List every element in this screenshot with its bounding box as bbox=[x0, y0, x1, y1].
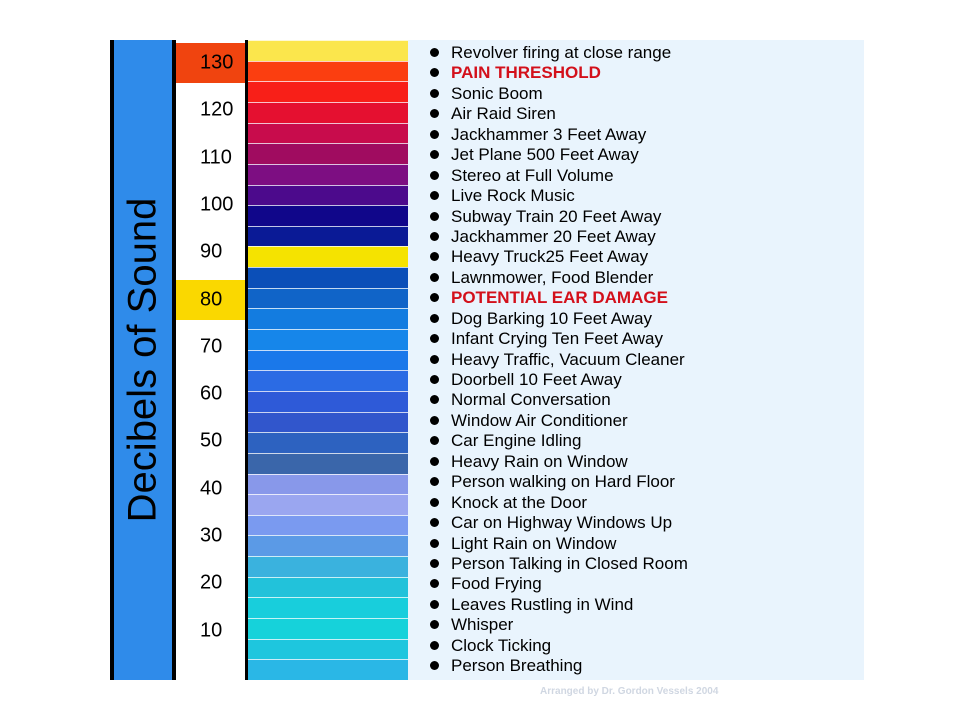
sound-source-label: Car Engine Idling bbox=[451, 431, 582, 451]
sound-source-label: Person walking on Hard Floor bbox=[451, 472, 675, 492]
sound-source-label: Revolver firing at close range bbox=[451, 43, 672, 62]
bullet-icon bbox=[430, 171, 439, 180]
sound-source-item bbox=[430, 207, 688, 227]
sound-source-item bbox=[430, 493, 688, 513]
color-band bbox=[248, 123, 408, 144]
sound-source-item bbox=[430, 574, 688, 594]
sound-source-label: Jet Plane 500 Feet Away bbox=[451, 145, 639, 165]
bullet-icon bbox=[430, 539, 439, 548]
bullet-icon bbox=[430, 252, 439, 261]
sound-source-item bbox=[430, 390, 688, 410]
bullet-icon bbox=[430, 293, 439, 302]
sound-source-item bbox=[430, 431, 688, 451]
vertical-title-bar bbox=[110, 40, 172, 680]
sound-source-item bbox=[430, 595, 688, 615]
sound-source-label: Dog Barking 10 Feet Away bbox=[451, 308, 652, 328]
decibel-value: 10 bbox=[200, 619, 223, 642]
sound-source-label: Window Air Conditioner bbox=[451, 410, 628, 430]
sound-source-label: Leaves Rustling in Wind bbox=[451, 594, 634, 614]
sound-source-item bbox=[430, 268, 688, 288]
sound-source-item bbox=[430, 350, 688, 370]
bullet-icon bbox=[430, 620, 439, 629]
bullet-icon bbox=[430, 457, 439, 466]
bullet-icon bbox=[430, 416, 439, 425]
sound-source-item bbox=[430, 125, 688, 145]
bullet-icon bbox=[430, 375, 439, 384]
bullet-icon bbox=[430, 89, 439, 98]
sound-source-label: Sonic Boom bbox=[451, 83, 543, 103]
decibel-value: 70 bbox=[200, 335, 223, 358]
bullet-icon bbox=[430, 150, 439, 159]
color-band bbox=[248, 143, 408, 164]
decibel-value: 50 bbox=[200, 429, 223, 452]
decibel-value: 40 bbox=[200, 477, 223, 500]
bullet-icon bbox=[430, 498, 439, 507]
sound-source-label: POTENTIAL EAR DAMAGE bbox=[451, 288, 668, 308]
sound-source-label: Person Talking in Closed Room bbox=[451, 553, 688, 573]
bullet-icon bbox=[430, 273, 439, 282]
sound-source-label: Light Rain on Window bbox=[451, 533, 617, 553]
color-band bbox=[248, 474, 408, 495]
color-band bbox=[248, 597, 408, 618]
bullet-icon bbox=[430, 355, 439, 364]
decibel-value: 30 bbox=[200, 524, 223, 547]
sound-source-item bbox=[430, 636, 688, 656]
bullet-icon bbox=[430, 436, 439, 445]
sound-source-label: Lawnmower, Food Blender bbox=[451, 267, 654, 287]
sound-source-label: Infant Crying Ten Feet Away bbox=[451, 329, 663, 349]
color-band bbox=[248, 618, 408, 639]
color-band bbox=[248, 329, 408, 350]
color-band bbox=[248, 556, 408, 577]
sound-source-label: PAIN THRESHOLD bbox=[451, 63, 601, 83]
color-band bbox=[248, 515, 408, 536]
bullet-icon bbox=[430, 68, 439, 77]
credit-text: Arranged by Dr. Gordon Vessels 2004 bbox=[540, 686, 719, 697]
sound-source-item bbox=[430, 452, 688, 472]
color-band bbox=[248, 102, 408, 123]
sound-source-label: Car on Highway Windows Up bbox=[451, 513, 673, 533]
sound-source-label: Live Rock Music bbox=[451, 186, 575, 206]
bullet-icon bbox=[430, 191, 439, 200]
sound-source-label: Stereo at Full Volume bbox=[451, 165, 614, 185]
decibel-value: 20 bbox=[200, 571, 223, 594]
bullet-icon bbox=[430, 641, 439, 650]
color-band bbox=[248, 494, 408, 515]
sound-source-label: Subway Train 20 Feet Away bbox=[451, 206, 662, 226]
color-band bbox=[248, 61, 408, 82]
color-band bbox=[248, 391, 408, 412]
bullet-icon bbox=[430, 477, 439, 486]
decibel-value: 110 bbox=[200, 146, 232, 169]
color-band bbox=[248, 412, 408, 433]
sound-source-label: Food Frying bbox=[451, 574, 542, 594]
bullet-icon bbox=[430, 48, 439, 57]
color-gradient-strip bbox=[248, 40, 408, 680]
sound-source-item bbox=[430, 411, 688, 431]
sound-source-item bbox=[430, 309, 688, 329]
sound-source-item bbox=[430, 227, 688, 247]
decibel-value: 120 bbox=[200, 98, 234, 121]
color-band bbox=[248, 288, 408, 309]
color-band bbox=[248, 81, 408, 102]
threshold-marker-item bbox=[430, 63, 688, 83]
color-band bbox=[248, 185, 408, 206]
color-band bbox=[248, 639, 408, 660]
color-band bbox=[248, 370, 408, 391]
chart-title: Decibels of Sound bbox=[120, 197, 165, 523]
threshold-marker-item bbox=[430, 288, 688, 308]
sound-source-label: Whisper bbox=[451, 615, 514, 635]
color-band bbox=[248, 535, 408, 556]
bullet-icon bbox=[430, 232, 439, 241]
sound-source-item bbox=[430, 247, 688, 267]
sound-source-item bbox=[430, 186, 688, 206]
color-band bbox=[248, 226, 408, 247]
sound-source-item bbox=[430, 554, 688, 574]
color-band bbox=[248, 40, 408, 61]
bullet-icon bbox=[430, 518, 439, 527]
bullet-icon bbox=[430, 314, 439, 323]
color-band bbox=[248, 659, 408, 680]
sound-source-label: Knock at the Door bbox=[451, 492, 588, 512]
bullet-icon bbox=[430, 559, 439, 568]
color-band bbox=[248, 432, 408, 453]
sound-source-label: Clock Ticking bbox=[451, 635, 552, 655]
sound-source-item bbox=[430, 43, 688, 63]
bullet-icon bbox=[430, 395, 439, 404]
sound-source-item bbox=[430, 370, 688, 390]
decibel-value: 100 bbox=[200, 193, 234, 216]
color-band bbox=[248, 453, 408, 474]
color-band bbox=[248, 246, 408, 267]
sound-source-item bbox=[430, 534, 688, 554]
decibel-value: 90 bbox=[200, 240, 223, 263]
color-band bbox=[248, 205, 408, 226]
sound-sources-panel bbox=[408, 40, 864, 680]
bullet-icon bbox=[430, 579, 439, 588]
bullet-icon bbox=[430, 109, 439, 118]
sound-source-label: Normal Conversation bbox=[451, 390, 611, 410]
decibel-value: 80 bbox=[200, 288, 223, 310]
bullet-icon bbox=[430, 212, 439, 221]
sound-source-item bbox=[430, 329, 688, 349]
sound-source-item bbox=[430, 656, 688, 676]
sound-source-item bbox=[430, 513, 688, 533]
sound-source-item bbox=[430, 104, 688, 124]
sound-source-label: Heavy Traffic, Vacuum Cleaner bbox=[451, 349, 685, 369]
color-band bbox=[248, 577, 408, 598]
sound-source-item bbox=[430, 472, 688, 492]
decibel-scale-column bbox=[172, 40, 248, 680]
sound-source-label: Air Raid Siren bbox=[451, 104, 556, 124]
sound-source-item bbox=[430, 145, 688, 165]
sound-source-label: Jackhammer 3 Feet Away bbox=[451, 124, 647, 144]
sound-source-label: Doorbell 10 Feet Away bbox=[451, 370, 622, 389]
bullet-icon bbox=[430, 600, 439, 609]
sound-source-label: Person Breathing bbox=[451, 656, 583, 676]
color-band bbox=[248, 164, 408, 185]
color-band bbox=[248, 350, 408, 371]
sound-source-item bbox=[430, 615, 688, 635]
bullet-icon bbox=[430, 130, 439, 139]
color-band bbox=[248, 267, 408, 288]
sound-source-item bbox=[430, 84, 688, 104]
bullet-icon bbox=[430, 334, 439, 343]
sound-source-item bbox=[430, 166, 688, 186]
sound-source-label: Heavy Rain on Window bbox=[451, 451, 628, 471]
decibel-value: 60 bbox=[200, 382, 223, 405]
sound-source-label: Heavy Truck25 Feet Away bbox=[451, 247, 649, 267]
color-band bbox=[248, 308, 408, 329]
sound-sources-list bbox=[430, 43, 688, 677]
decibel-value: 130 bbox=[200, 51, 234, 74]
sound-source-label: Jackhammer 20 Feet Away bbox=[451, 226, 656, 246]
bullet-icon bbox=[430, 661, 439, 670]
